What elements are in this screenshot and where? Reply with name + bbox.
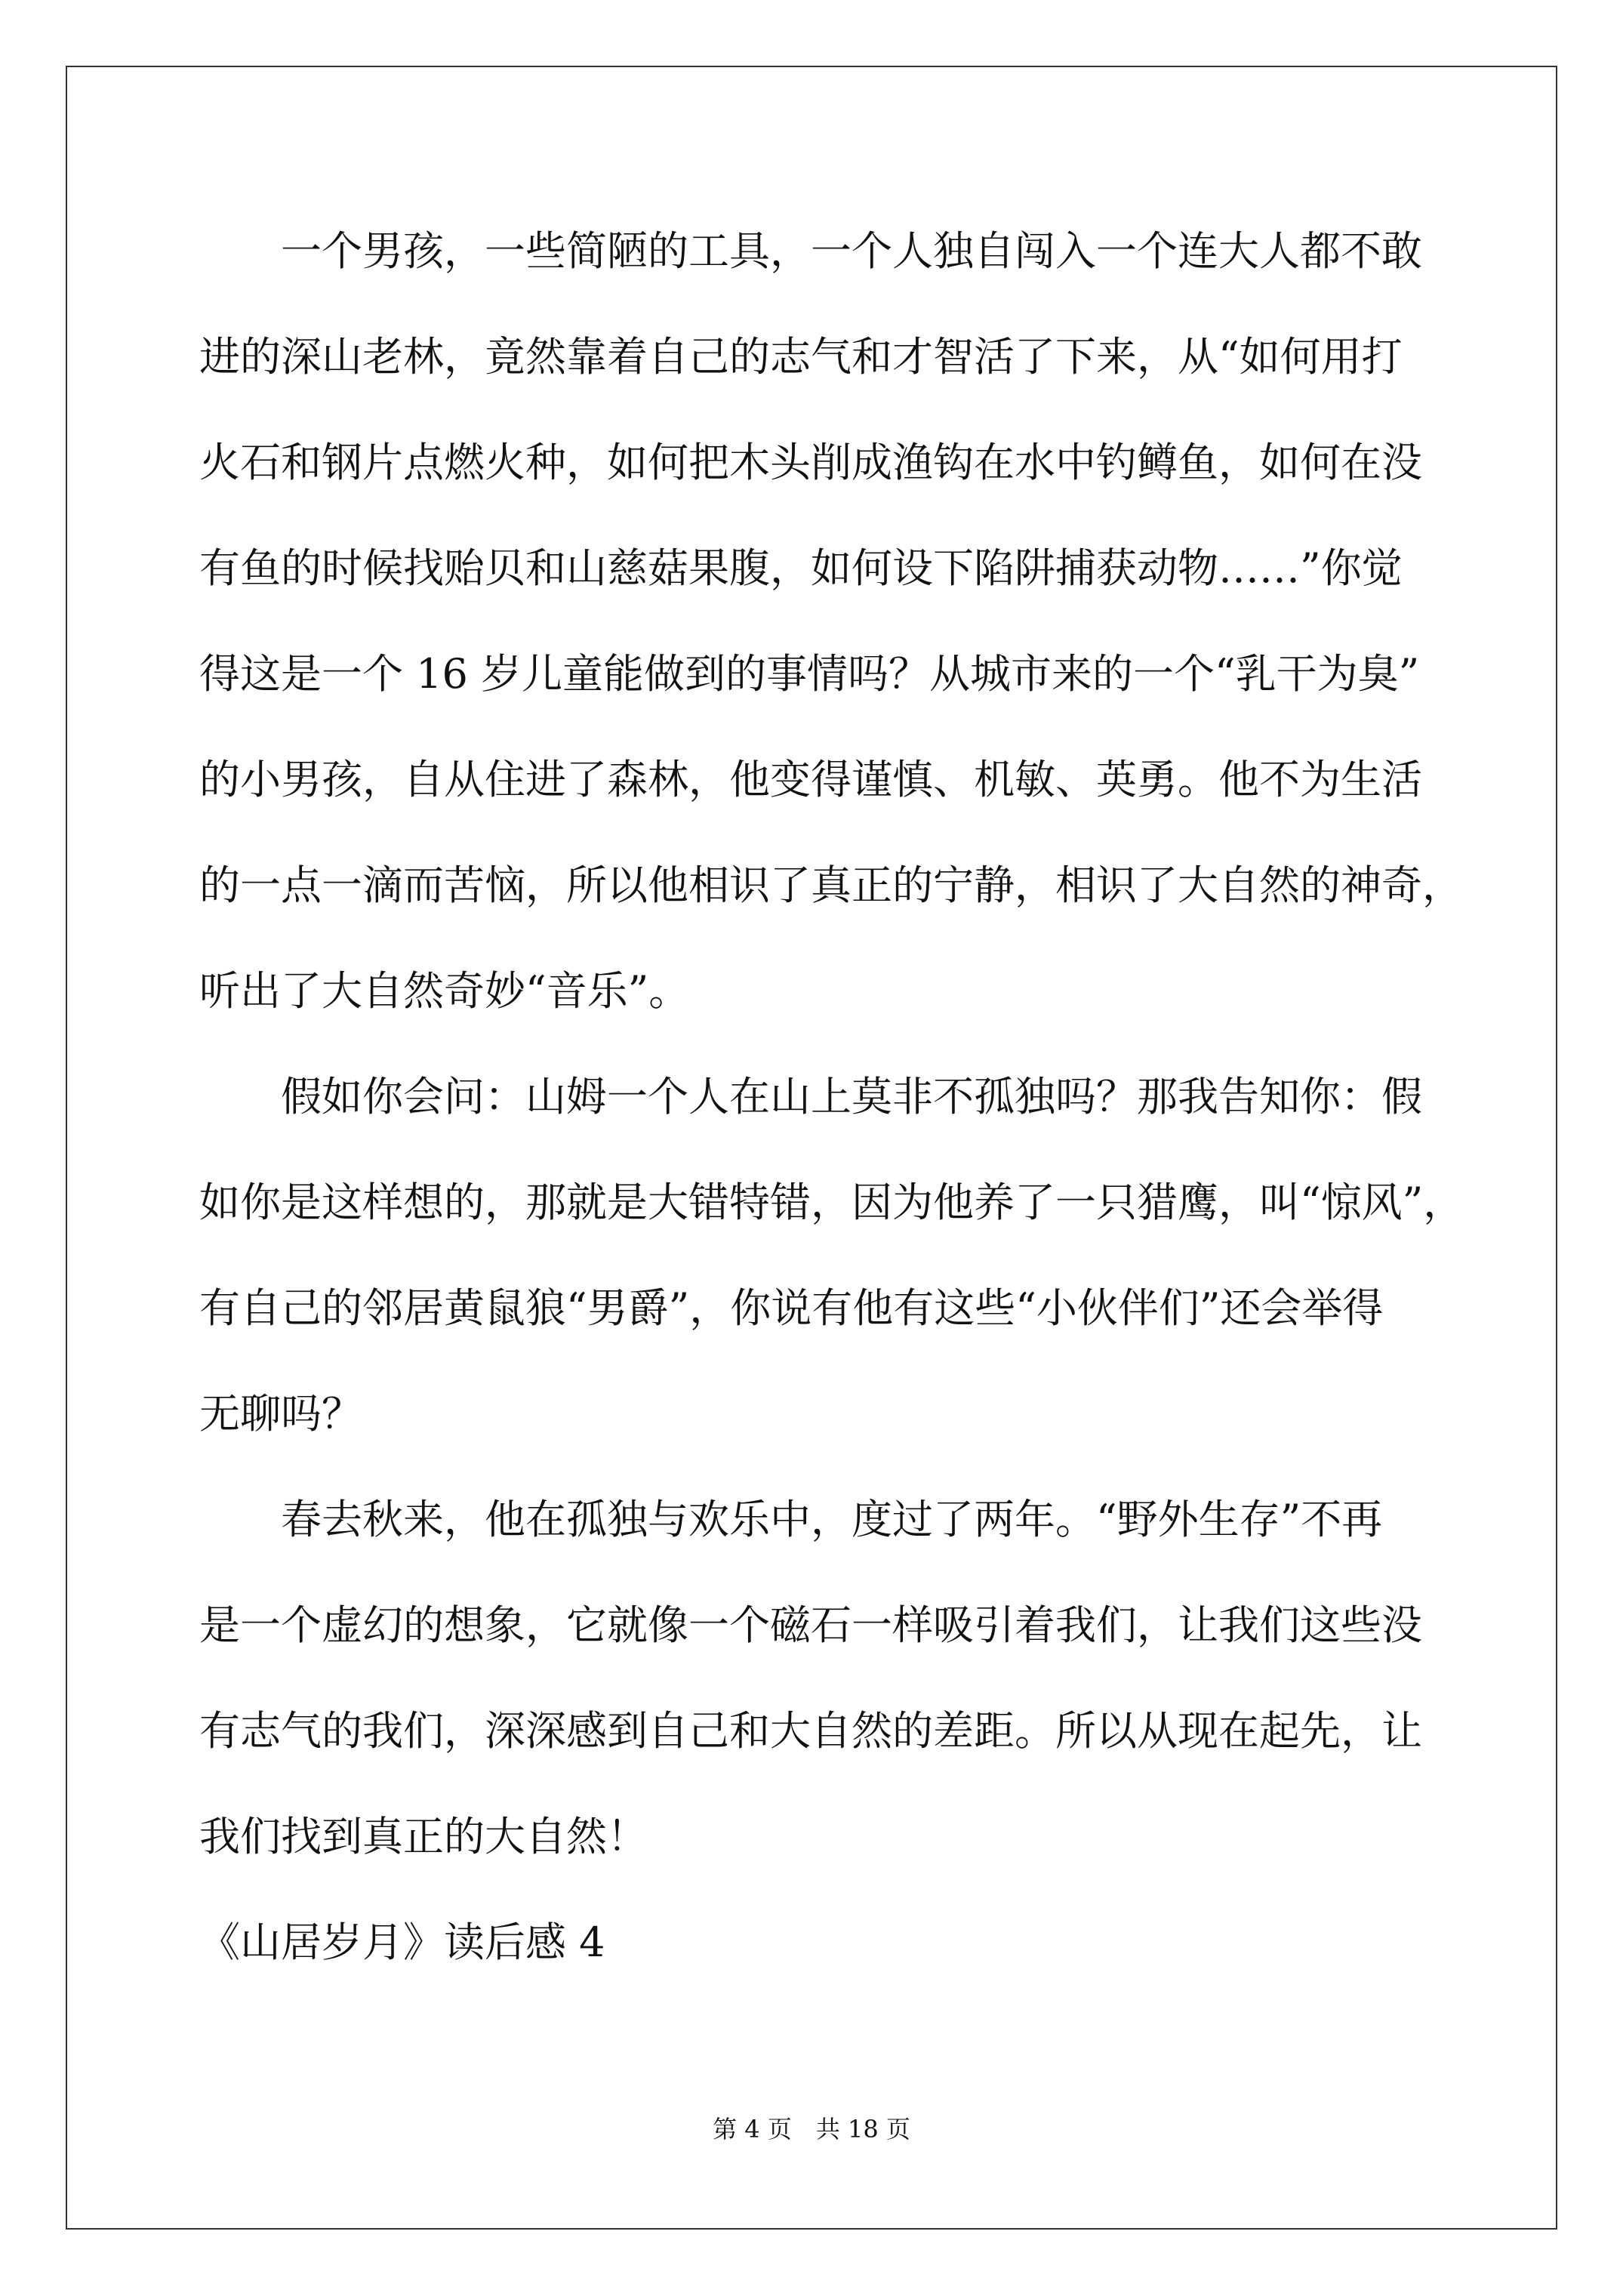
paragraph-3-line-3: 有志气的我们，深深感到自己和大自然的差距。所以从现在起先，让 [199, 1707, 1422, 1755]
paragraph-1-line-7: 的一点一滴而苦恼，所以他相识了真正的宁静，相识了大自然的神奇， [199, 861, 1463, 909]
paragraph-3-line-2: 是一个虚幻的想象，它就像一个磁石一样吸引着我们，让我们这些没 [199, 1601, 1422, 1649]
page-number-footer: 第 4 页 共 18 页 [713, 2115, 910, 2143]
paragraph-1-line-2: 进的深山老林，竟然靠着自己的志气和才智活了下来，从“如何用打 [199, 333, 1403, 381]
page-frame [66, 66, 1557, 2230]
paragraph-3-line-1: 春去秋来，他在孤独与欢乐中，度过了两年。“野外生存”不再 [281, 1496, 1383, 1543]
paragraph-1-line-8: 听出了大自然奇妙“音乐”。 [199, 967, 690, 1015]
paragraph-1-line-3: 火石和钢片点燃火种，如何把木头削成渔钩在水中钓鳟鱼，如何在没 [199, 439, 1422, 486]
paragraph-1-line-6: 的小男孩，自从住进了森林，他变得谨慎、机敏、英勇。他不为生活 [199, 756, 1422, 803]
paragraph-3-line-4: 我们找到真正的大自然！ [199, 1813, 648, 1860]
paragraph-1-line-1: 一个男孩，一些简陋的工具，一个人独自闯入一个连大人都不敢 [281, 227, 1422, 275]
paragraph-2-line-1: 假如你会问：山姆一个人在山上莫非不孤独吗？那我告知你：假 [281, 1073, 1422, 1120]
paragraph-2-line-2: 如你是这样想的，那就是大错特错，因为他养了一只猎鹰，叫“惊风”， [199, 1179, 1464, 1226]
paragraph-1-line-4: 有鱼的时候找贻贝和山慈菇果腹，如何设下陷阱捕获动物……”你觉 [199, 544, 1403, 592]
paragraph-1-line-5: 得这是一个 16 岁儿童能做到的事情吗？从城市来的一个“乳干为臭” [199, 650, 1420, 698]
paragraph-2-line-4: 无聊吗？ [199, 1390, 362, 1438]
paragraph-2-line-3: 有自己的邻居黄鼠狼“男爵”，你说有他有这些“小伙伴们”还会举得 [199, 1284, 1384, 1332]
section-heading: 《山居岁月》读后感 4 [199, 1918, 605, 1966]
